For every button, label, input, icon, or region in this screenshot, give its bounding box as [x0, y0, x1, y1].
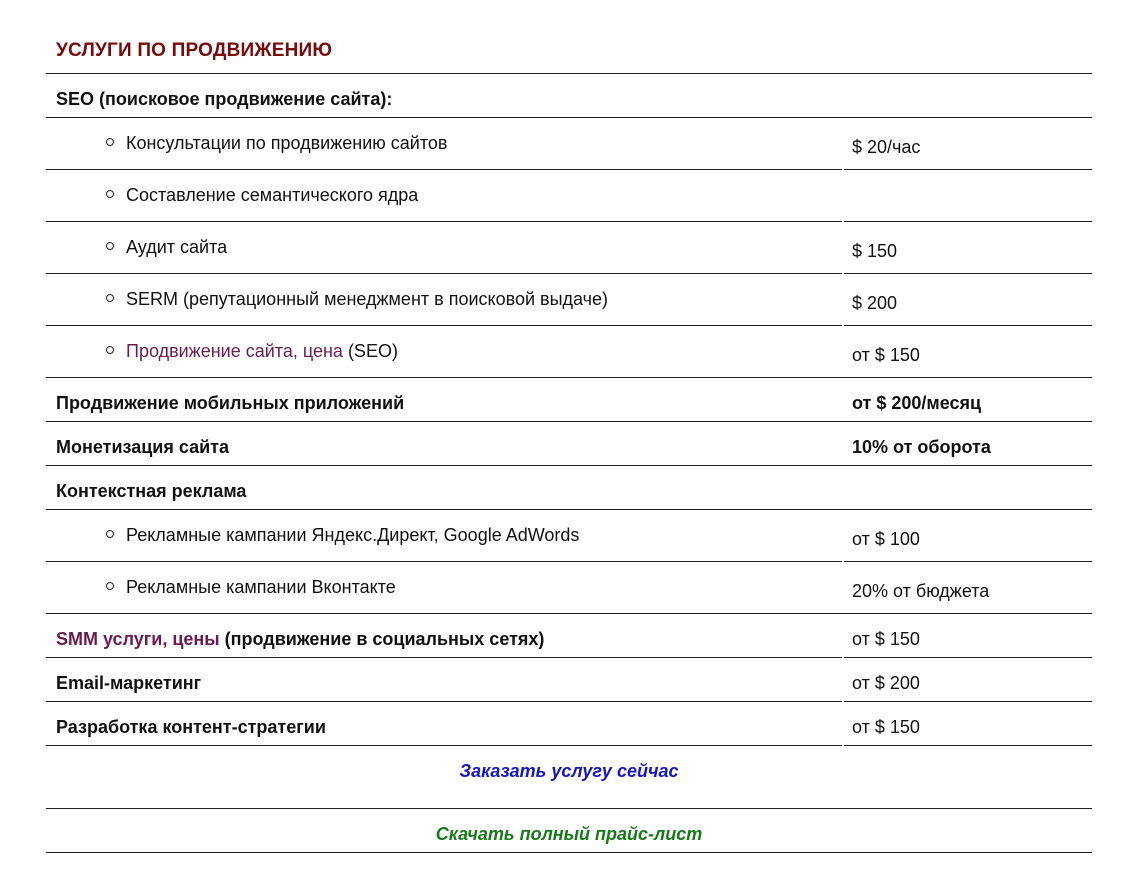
- divider: [46, 852, 1092, 853]
- divider: [844, 325, 1092, 326]
- circle-bullet-icon: [106, 346, 114, 354]
- service-price: от $ 150: [852, 345, 920, 365]
- divider: [46, 325, 842, 326]
- seo-heading: SEO (поисковое продвижение сайта):: [56, 89, 393, 109]
- service-price: $ 20/час: [852, 137, 921, 157]
- service-label: Рекламные кампании Яндекс.Директ, Google AdWords: [126, 525, 580, 545]
- smm-link[interactable]: SMM услуги, цены: [56, 629, 220, 649]
- service-price: $ 200: [852, 293, 898, 313]
- circle-bullet-icon: [106, 190, 114, 198]
- service-price: от $ 200/месяц: [852, 393, 982, 413]
- circle-bullet-icon: [106, 582, 114, 590]
- service-price: 10% от оборота: [852, 437, 991, 457]
- divider: [46, 221, 842, 222]
- service-price: от $ 200: [852, 673, 920, 693]
- service-label: Монетизация сайта: [56, 437, 230, 457]
- divider: [46, 561, 842, 562]
- circle-bullet-icon: [106, 294, 114, 302]
- divider: [844, 657, 1092, 658]
- circle-bullet-icon: [106, 138, 114, 146]
- service-label: Продвижение мобильных приложений: [56, 393, 405, 413]
- service-label-suffix: (SEO): [342, 341, 398, 361]
- divider: [46, 73, 1092, 74]
- divider: [844, 701, 1092, 702]
- divider: [46, 509, 1092, 510]
- context-heading: Контекстная реклама: [56, 481, 247, 501]
- circle-bullet-icon: [106, 530, 114, 538]
- divider: [844, 221, 1092, 222]
- service-price: 20% от бюджета: [852, 581, 990, 601]
- divider: [46, 657, 842, 658]
- divider: [46, 465, 1092, 466]
- service-price: от $ 100: [852, 529, 920, 549]
- service-label: SERM (репутационный менеджмент в поисковой выдаче): [126, 289, 609, 309]
- divider: [46, 701, 842, 702]
- service-label: Консультации по продвижению сайтов: [126, 133, 448, 153]
- circle-bullet-icon: [106, 242, 114, 250]
- seo-promotion-link[interactable]: Продвижение сайта, цена: [126, 341, 343, 361]
- divider: [46, 117, 1092, 118]
- divider: [844, 169, 1092, 170]
- service-label: Разработка контент-стратегии: [56, 717, 326, 737]
- service-price: $ 150: [852, 241, 898, 261]
- service-price: от $ 150: [852, 717, 920, 737]
- divider: [46, 613, 1092, 614]
- divider: [46, 377, 1092, 378]
- divider: [844, 561, 1092, 562]
- divider: [46, 169, 842, 170]
- divider: [46, 421, 1092, 422]
- divider: [46, 745, 842, 746]
- service-label: Email-маркетинг: [56, 673, 202, 693]
- service-label-suffix: (продвижение в социальных сетях): [219, 629, 545, 649]
- divider: [844, 745, 1092, 746]
- service-label: Аудит сайта: [126, 237, 228, 257]
- service-price: от $ 150: [852, 629, 920, 649]
- divider: [46, 273, 842, 274]
- page-title: УСЛУГИ ПО ПРОДВИЖЕНИЮ: [56, 40, 333, 61]
- divider: [46, 808, 1092, 809]
- divider: [844, 273, 1092, 274]
- download-price-list-link[interactable]: Скачать полный прайс-лист: [435, 824, 703, 844]
- order-service-link[interactable]: Заказать услугу сейчас: [459, 761, 679, 781]
- service-label: Составление семантического ядра: [126, 185, 419, 205]
- service-label: Рекламные кампании Вконтакте: [126, 577, 396, 597]
